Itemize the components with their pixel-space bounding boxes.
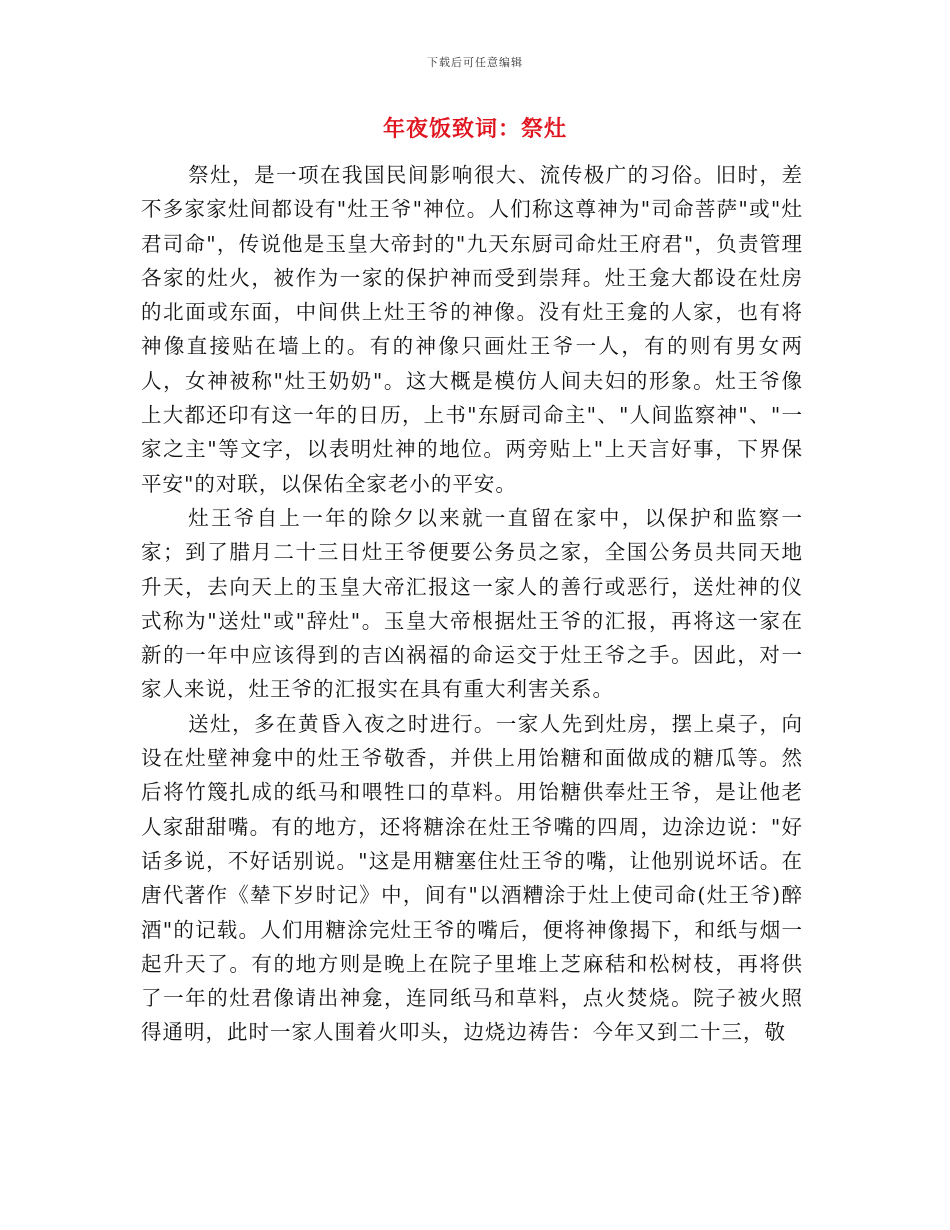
header-note: 下载后可任意编辑 [427,56,523,69]
document-body [141,158,803,1050]
paragraph: 送灶，多在黄昏入夜之时进行。一家人先到灶房，摆上桌子，向设在灶壁神龛中的灶王爷敬香，并供上用饴糖和面做成的糖瓜等。然后将竹篾扎成的纸马和喂牲口的草料。用饴糖供奉灶王爷，是让他老人家甜甜嘴。有的地方，还将糖涂在灶王爷嘴的四周，边涂边说："好话多说，不好话别说。"这是用糖塞住灶王爷的嘴，让他别说坏话。在唐代著作《辇下岁时记》中，间有"以酒糟涂于灶上使司命(灶王爷)醉酒"的记载。人们用糖涂完灶王爷的嘴后，便将神像揭下，和纸与烟一起升天了。有的地方则是晚上在院子里堆上芝麻秸和松树枝，再将供了一年的灶君像请出神龛，连同纸马和草料，点火焚烧。院子被火照得通明，此时一家人围着火叩头，边烧边祷告：今年又到二十三，敬 [141,711,803,1045]
document-title: 年夜饭致词：祭灶 [382,117,567,142]
paragraph: 灶王爷自上一年的除夕以来就一直留在家中，以保护和监察一家；到了腊月二十三日灶王爷便要公务员之家，全国公务员共同天地升天，去向天上的玉皇大帝汇报这一家人的善行或恶行，送灶神的仪式称为"送灶"或"辞灶"。玉皇大帝根据灶王爷的汇报，再将这一家在新的一年中应该得到的吉凶祸福的命运交于灶王爷之手。因此，对一家人来说，灶王爷的汇报实在具有重大利害关系。 [141,505,803,702]
paragraph: 祭灶，是一项在我国民间影响很大、流传极广的习俗。旧时，差不多家家灶间都设有"灶王爷"神位。人们称这尊神为"司命菩萨"或"灶君司命"，传说他是玉皇大帝封的"九天东厨司命灶王府君"，负责管理各家的灶火，被作为一家的保护神而受到崇拜。灶王龛大都设在灶房的北面或东面，中间供上灶王爷的神像。没有灶王龛的人家，也有将神像直接贴在墙上的。有的神像只画灶王爷一人，有的则有男女两人，女神被称"灶王奶奶"。这大概是模仿人间夫妇的形象。灶王爷像上大都还印有这一年的日历，上书"东厨司命主"、"人间监察神"、"一家之主"等文字，以表明灶神的地位。两旁贴上"上天言好事，下界保平安"的对联，以保佑全家老小的平安。 [141,163,803,496]
